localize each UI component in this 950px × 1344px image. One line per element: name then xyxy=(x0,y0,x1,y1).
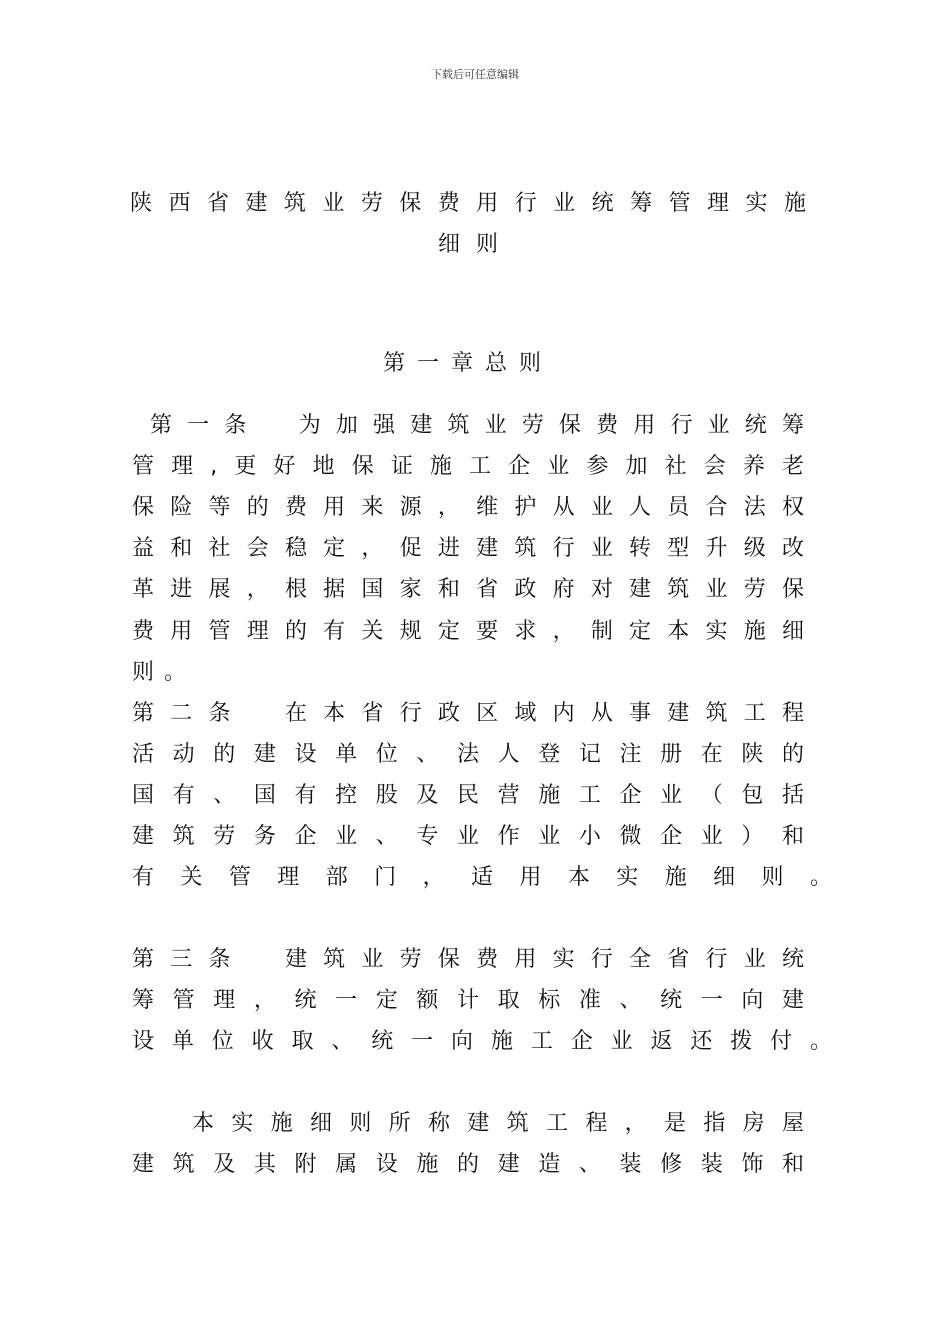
body-line: 保险等的费用来源，维护从业人员合法权 xyxy=(132,495,804,520)
page-header-note: 下载后可任意编辑 xyxy=(431,68,519,81)
body-line: 有关管理部门，适用本实施细则。 xyxy=(132,865,832,890)
body-line: 第一条 为加强建筑业劳保费用行业统筹 xyxy=(150,413,804,438)
body-line: 则。 xyxy=(132,660,197,685)
document-title-line-2: 细则 xyxy=(437,232,514,257)
body-line: 革进展，根据国家和省政府对建筑业劳保 xyxy=(132,577,804,602)
body-line: 建筑劳务企业、专业作业小微企业）和 xyxy=(132,824,804,849)
body-line: 第二条 在本省行政区域内从事建筑工程 xyxy=(132,701,804,726)
body-line: 费用管理的有关规定要求，制定本实施细 xyxy=(132,619,804,644)
body-line: 第三条 建筑业劳保费用实行全省行业统 xyxy=(132,947,804,972)
body-line: 益和社会稳定，促进建筑行业转型升级改 xyxy=(132,536,804,561)
body-line: 管理,更好地保证施工企业参加社会养老 xyxy=(132,454,804,479)
body-line: 筹管理，统一定额计取标准、统一向建 xyxy=(132,988,804,1013)
chapter-heading: 第一章总则 xyxy=(382,351,553,376)
body-line: 设单位收取、统一向施工企业返还拨付。 xyxy=(132,1029,832,1054)
body-line: 建筑及其附属设施的建造、装修装饰和 xyxy=(132,1152,804,1177)
body-line: 活动的建设单位、法人登记注册在陕的 xyxy=(132,742,804,767)
body-line: 本实施细则所称建筑工程，是指房屋 xyxy=(192,1111,804,1136)
body-line: 国有、国有控股及民营施工企业（包括 xyxy=(132,783,804,808)
document-title-line-1: 陕西省建筑业劳保费用行业统筹管理实施 xyxy=(130,191,806,216)
